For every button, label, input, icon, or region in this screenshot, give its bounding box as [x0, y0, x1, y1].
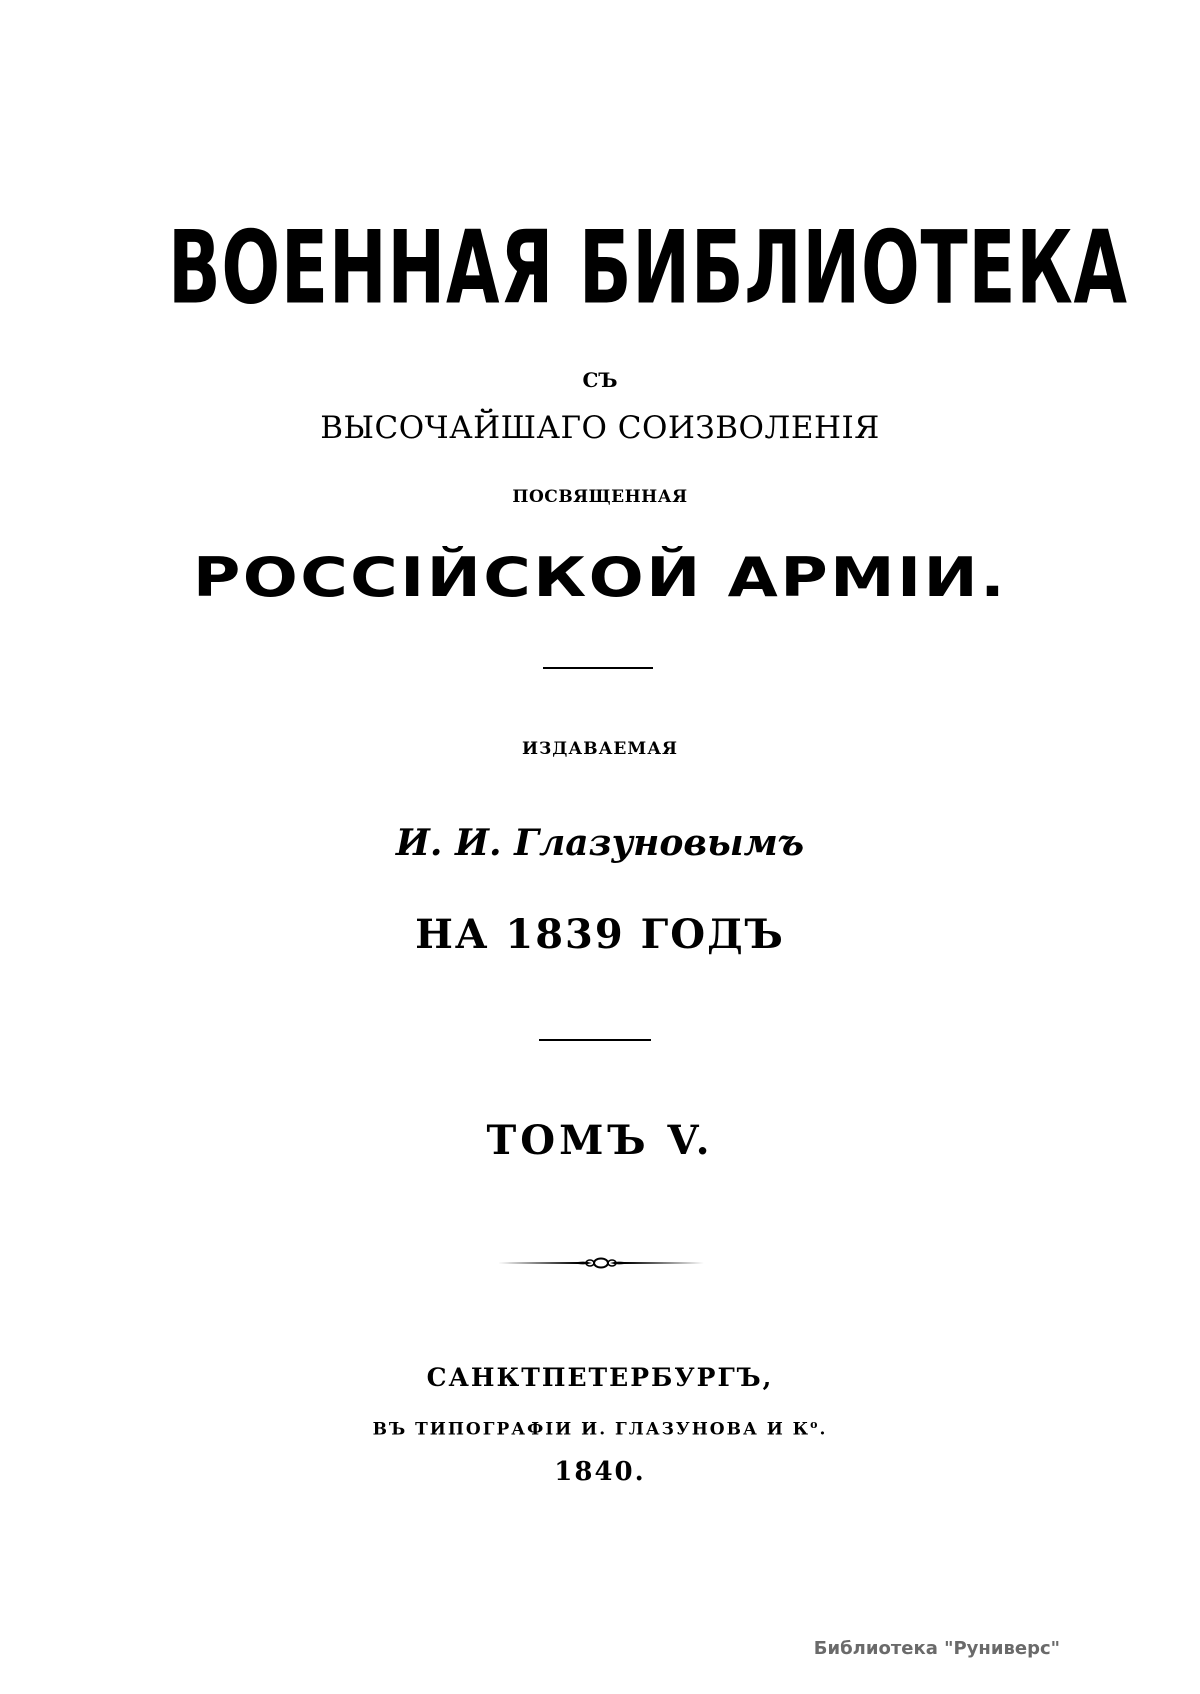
edition-year: НА 1839 ГОДЪ: [415, 911, 785, 958]
book-title: ВОЕННАЯ БИБЛИОТЕКА: [167, 209, 1128, 327]
ornament-divider: [498, 1255, 704, 1271]
library-watermark: Библиотека "Руниверс": [813, 1638, 1060, 1659]
printing-house: [0, 1414, 1200, 1441]
printing-house-superscript: о: [810, 1418, 820, 1431]
preposition-with: СЪ: [582, 368, 618, 392]
divider-rule: [539, 1039, 651, 1041]
publisher-name: И. И. Глазуновымъ: [395, 822, 805, 864]
imperial-permission: ВЫСОЧАЙШАГО СОИЗВОЛЕНІЯ: [320, 410, 880, 446]
published-word: ИЗДАВАЕМАЯ: [521, 739, 679, 759]
print-year: 1840.: [554, 1457, 646, 1487]
city-name: САНКТПЕТЕРБУРГЪ,: [426, 1363, 774, 1392]
russian-army-heading: РОССІЙСКОЙ АРМІИ.: [192, 546, 1008, 609]
volume-number: ТОМЪ V.: [486, 1117, 714, 1164]
printing-house-period: .: [819, 1419, 828, 1440]
printing-house-text: ВЪ ТИПОГРАФІИ И. ГЛАЗУНОВА И К: [372, 1419, 811, 1440]
dedication-word: ПОСВЯЩЕННАЯ: [512, 487, 688, 507]
divider-rule: [543, 667, 653, 669]
